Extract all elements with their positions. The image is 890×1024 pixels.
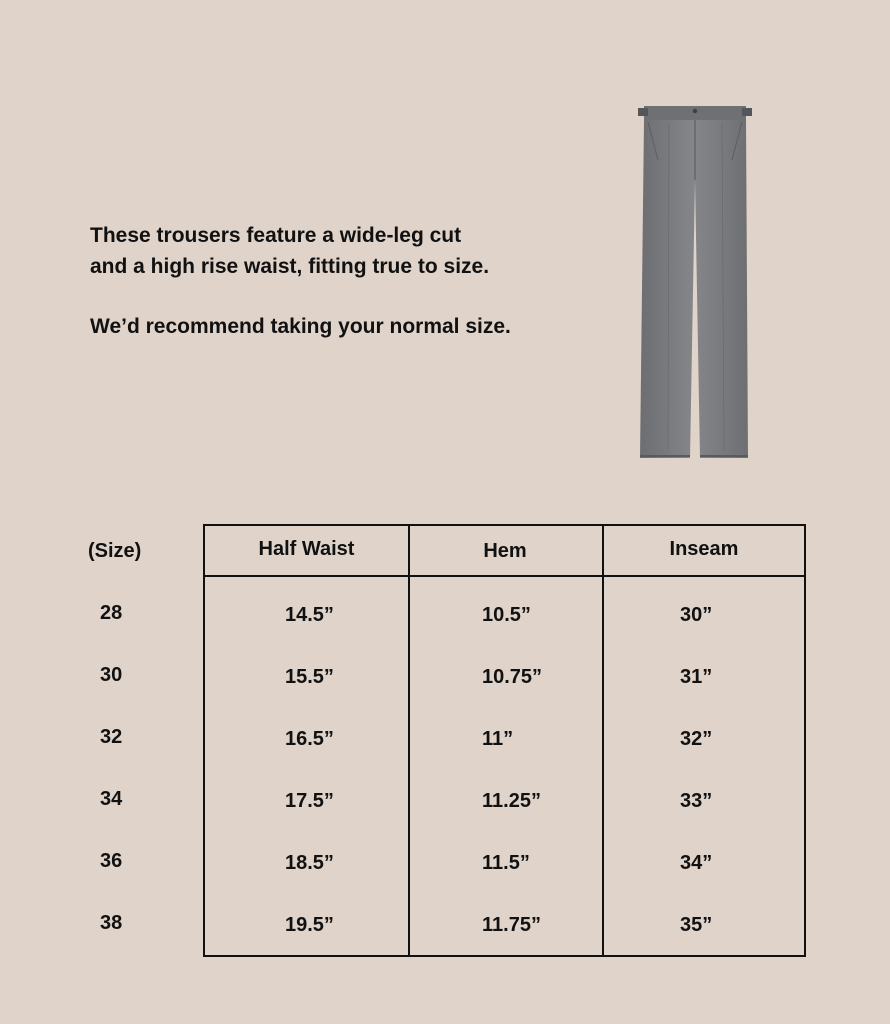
hem-cell: 11.5” <box>482 852 530 874</box>
size-cell: 36 <box>100 850 123 872</box>
hem-cell: 10.75” <box>482 666 543 688</box>
size-recommendation: We’d recommend taking your normal size. <box>90 315 511 338</box>
trousers-image <box>634 100 756 464</box>
size-cell: 34 <box>100 788 123 810</box>
header-half-waist: Half Waist <box>258 538 355 560</box>
inseam-cell: 32” <box>680 728 713 750</box>
size-column-header: (Size) <box>88 540 142 562</box>
hem-cell: 11” <box>482 728 514 750</box>
hem-cell: 10.5” <box>482 604 531 626</box>
half-waist-cell: 16.5” <box>285 728 334 750</box>
inseam-cell: 35” <box>680 914 713 936</box>
column-divider <box>602 526 604 955</box>
half-waist-cell: 18.5” <box>285 852 334 874</box>
half-waist-cell: 15.5” <box>285 666 334 688</box>
description-line-2: and a high rise waist, fitting true to size. <box>90 255 490 278</box>
half-waist-cell: 17.5” <box>285 790 334 812</box>
product-description <box>90 220 511 342</box>
inseam-cell: 34” <box>680 852 713 874</box>
inseam-cell: 30” <box>680 604 713 626</box>
inseam-cell: 31” <box>680 666 713 688</box>
half-waist-cell: 14.5” <box>285 604 334 626</box>
inseam-cell: 33” <box>680 790 713 812</box>
header-divider <box>205 575 804 577</box>
hem-cell: 11.75” <box>482 914 541 936</box>
description-line-1: These trousers feature a wide-leg cut <box>90 224 462 247</box>
size-chart-table <box>203 524 806 957</box>
size-cell: 30 <box>100 664 123 686</box>
size-cell: 28 <box>100 602 123 624</box>
half-waist-cell: 19.5” <box>285 914 334 936</box>
size-cell: 32 <box>100 726 123 748</box>
header-hem: Hem <box>483 540 527 562</box>
hem-cell: 11.25” <box>482 790 541 812</box>
header-inseam: Inseam <box>669 538 739 560</box>
size-cell: 38 <box>100 912 123 934</box>
column-divider <box>408 526 410 955</box>
